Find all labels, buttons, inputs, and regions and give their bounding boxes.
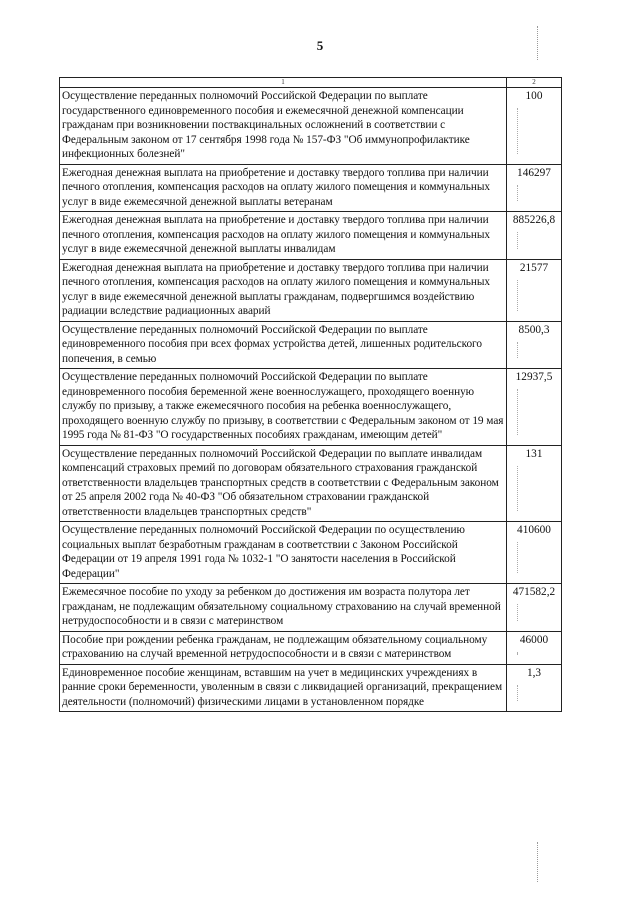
row-amount: 885226,8: [507, 212, 562, 260]
table-row: [60, 584, 562, 632]
table-row: [60, 164, 562, 212]
table-row: [60, 369, 562, 446]
table-row: [60, 664, 562, 712]
table-row: [60, 88, 562, 165]
row-amount: 146297: [507, 164, 562, 212]
row-description: Единовременное пособие женщинам, вставшим на учет в медицинских учреждениях в ранние сроки беременности, уволенным в связи с ликвидацией организаций, прекращением деятельности (полномочий) физическими лицами в установленном порядке: [60, 664, 507, 712]
row-amount: 100: [507, 88, 562, 165]
scan-edge-mark: [537, 26, 538, 60]
table-row: [60, 212, 562, 260]
row-description: Осуществление переданных полномочий Российской Федерации по осуществлению социальных выплат безработным гражданам в соответствии с Законом Российской Федерации от 19 апреля 1991 года № 1032-1 "О занятости населения в Российской Федерации": [60, 522, 507, 584]
row-amount: 12937,5: [507, 369, 562, 446]
row-description: Ежемесячное пособие по уходу за ребенком до достижения им возраста полутора лет гражданам, не подлежащим обязательному социальному страхованию на случай временной нетрудоспособности и в связи с материнством: [60, 584, 507, 632]
table-row: [60, 631, 562, 664]
table-header-row: [60, 78, 562, 88]
table-row: [60, 259, 562, 321]
table-row: [60, 522, 562, 584]
expenditure-table: [59, 77, 562, 712]
row-description: Осуществление переданных полномочий Российской Федерации по выплате государственного единовременного пособия и ежемесячной денежной компенсации гражданам при возникновении поствакцинальных осложнений в соответствии с Федеральным законом от 17 сентября 1998 года № 157-ФЗ "Об иммунопрофилактике инфекционных болезней": [60, 88, 507, 165]
row-amount: 1,3: [507, 664, 562, 712]
row-description: Ежегодная денежная выплата на приобретение и доставку твердого топлива при наличии печного отопления, компенсация расходов на оплату жилого помещения и коммунальных услуг в виде ежемесячной денежной выплаты ветеранам: [60, 164, 507, 212]
row-description: Ежегодная денежная выплата на приобретение и доставку твердого топлива при наличии печного отопления, компенсация расходов на оплату жилого помещения и коммунальных услуг в виде ежемесячной денежной выплаты инвалидам: [60, 212, 507, 260]
table-row: [60, 321, 562, 369]
row-description: Ежегодная денежная выплата на приобретение и доставку твердого топлива при наличии печного отопления, компенсация расходов на оплату жилого помещения и коммунальных услуг в виде ежемесячной денежной выплаты гражданам, подвергшимся воздействию радиации вследствие радиационных аварий: [60, 259, 507, 321]
row-amount: 471582,2: [507, 584, 562, 632]
column-number-1: 1: [60, 78, 507, 88]
page-number: 5: [316, 38, 324, 53]
row-description: Пособие при рождении ребенка гражданам, не подлежащим обязательному социальному страхованию на случай временной нетрудоспособности и в связи с материнством: [60, 631, 507, 664]
row-description: Осуществление переданных полномочий Российской Федерации по выплате инвалидам компенсаций страховых премий по договорам обязательного страхования гражданской ответственности владельцев транспортных средств в соответствии с Федеральным законом от 25 апреля 2002 года № 40-ФЗ "Об обязательном страховании гражданской ответственности владельцев транспортных средств": [60, 445, 507, 522]
row-amount: 46000: [507, 631, 562, 664]
column-number-2: 2: [507, 78, 562, 88]
row-amount: 131: [507, 445, 562, 522]
row-description: Осуществление переданных полномочий Российской Федерации по выплате единовременного пособия при всех формах устройства детей, лишенных родительского попечения, в семью: [60, 321, 507, 369]
row-description: Осуществление переданных полномочий Российской Федерации по выплате единовременного пособия беременной жене военнослужащего, проходящего военную службу по призыву, а также ежемесячного пособия на ребенка военнослужащего, проходящего военную службу по призыву, в соответствии с Федеральным законом от 19 мая 1995 года № 81-ФЗ "О государственных пособиях гражданам, имеющим детей": [60, 369, 507, 446]
row-amount: 21577: [507, 259, 562, 321]
table-row: [60, 445, 562, 522]
row-amount: 8500,3: [507, 321, 562, 369]
row-amount: 410600: [507, 522, 562, 584]
scan-edge-mark: [537, 842, 538, 882]
